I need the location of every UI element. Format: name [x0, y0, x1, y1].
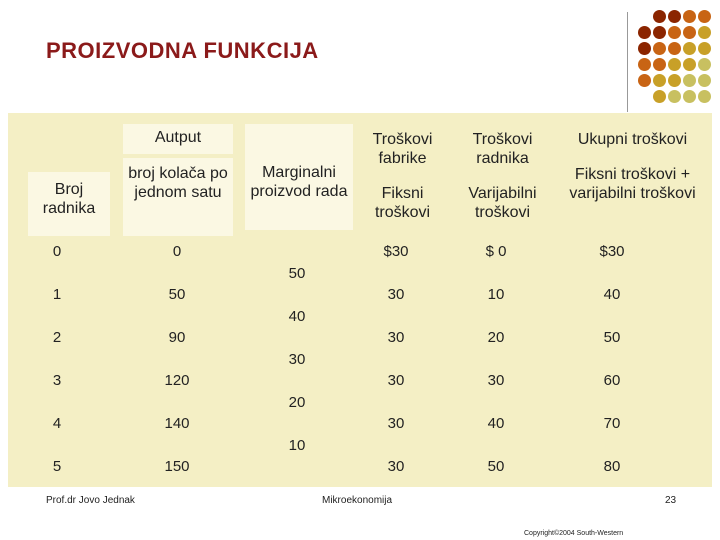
row-4-total: 70: [603, 415, 621, 432]
header-variable: [455, 130, 550, 168]
row-5-fixed: 30: [387, 458, 405, 475]
row-0-output: 0: [172, 243, 182, 260]
row-0-total: $30: [599, 243, 625, 260]
decorative-dot: [638, 42, 651, 55]
row-1-total: 40: [603, 286, 621, 303]
row-1-variable: 10: [487, 286, 505, 303]
slide-title: PROIZVODNA FUNKCIJA: [46, 38, 319, 63]
decorative-dot: [698, 42, 711, 55]
footer-page-number: 23: [665, 495, 677, 506]
header-total-label: Ukupni troškovi: [577, 131, 688, 148]
header-fixed: [355, 130, 450, 168]
decorative-dot: [653, 74, 666, 87]
decorative-dot: [653, 26, 666, 39]
header-variable-label: Troškovi radnika: [472, 131, 533, 167]
decorative-dot: [638, 26, 651, 39]
row-4-fixed: 30: [387, 415, 405, 432]
header-output-label: Autput: [154, 129, 202, 146]
header-total: [560, 130, 705, 149]
decorative-dot: [683, 90, 696, 103]
decorative-dot: [683, 10, 696, 23]
row-5-output: 150: [164, 458, 190, 475]
decorative-dot: [668, 42, 681, 55]
decorative-dot: [698, 58, 711, 71]
header-variable-sub: [455, 184, 550, 222]
row-1-output: 50: [168, 286, 186, 303]
decorative-dot: [668, 26, 681, 39]
header-marginal-label: Marginalni proizvod rada: [250, 164, 348, 200]
decorative-dot: [668, 90, 681, 103]
row-5-total: 80: [603, 458, 621, 475]
row-2-output: 90: [168, 329, 186, 346]
row-2-fixed: 30: [387, 329, 405, 346]
header-fixed-sub-label: Fiksni troškovi: [374, 185, 431, 221]
footer-course: Mikroekonomija: [322, 495, 393, 506]
header-fixed-label: Troškovi fabrike: [372, 131, 433, 167]
header-marginal: [245, 124, 353, 230]
row-3-workers: 3: [52, 372, 62, 389]
decorative-dot: [683, 42, 696, 55]
row-4-workers: 4: [52, 415, 62, 432]
decorative-dot: [668, 58, 681, 71]
row-2-workers: 2: [52, 329, 62, 346]
decorative-divider: [627, 12, 628, 112]
row-3-output: 120: [164, 372, 190, 389]
decorative-dot: [698, 74, 711, 87]
decorative-dot: [698, 10, 711, 23]
row-4-output: 140: [164, 415, 190, 432]
row-2-variable: 20: [487, 329, 505, 346]
decorative-dot: [638, 58, 651, 71]
decorative-dot: [683, 58, 696, 71]
decorative-dot: [638, 74, 651, 87]
marginal-3: 30: [288, 351, 306, 368]
decorative-dot: [653, 58, 666, 71]
row-0-variable: $ 0: [485, 243, 507, 260]
decorative-dot: [698, 90, 711, 103]
header-workers: [28, 172, 110, 236]
decorative-dots: [638, 10, 718, 110]
decorative-dot: [653, 10, 666, 23]
header-output: [123, 124, 233, 154]
row-2-total: 50: [603, 329, 621, 346]
header-variable-sub-label: Varijabilni troškovi: [468, 185, 537, 221]
marginal-2: 40: [288, 308, 306, 325]
footer-copyright: Copyright©2004 South-Western: [524, 530, 624, 537]
header-output-sub-label: broj kolača po jednom satu: [128, 165, 228, 201]
decorative-dot: [668, 74, 681, 87]
marginal-4: 20: [288, 394, 306, 411]
row-5-workers: 5: [52, 458, 62, 475]
row-4-variable: 40: [487, 415, 505, 432]
header-workers-label: Broj radnika: [42, 181, 96, 217]
header-output-sub: [123, 158, 233, 236]
marginal-5: 10: [288, 437, 306, 454]
row-0-workers: 0: [52, 243, 62, 260]
row-3-fixed: 30: [387, 372, 405, 389]
header-total-sub-label: Fiksni troškovi + varijabilni troškovi: [569, 166, 696, 202]
decorative-dot: [683, 74, 696, 87]
row-3-variable: 30: [487, 372, 505, 389]
row-1-workers: 1: [52, 286, 62, 303]
decorative-dot: [683, 26, 696, 39]
header-fixed-sub: [355, 184, 450, 222]
header-total-sub: [560, 165, 705, 203]
row-0-fixed: $30: [383, 243, 409, 260]
decorative-dot: [668, 10, 681, 23]
row-3-total: 60: [603, 372, 621, 389]
decorative-dot: [653, 42, 666, 55]
footer-author: Prof.dr Jovo Jednak: [46, 495, 135, 506]
decorative-dot: [698, 26, 711, 39]
decorative-dot: [653, 90, 666, 103]
row-5-variable: 50: [487, 458, 505, 475]
marginal-1: 50: [288, 265, 306, 282]
row-1-fixed: 30: [387, 286, 405, 303]
